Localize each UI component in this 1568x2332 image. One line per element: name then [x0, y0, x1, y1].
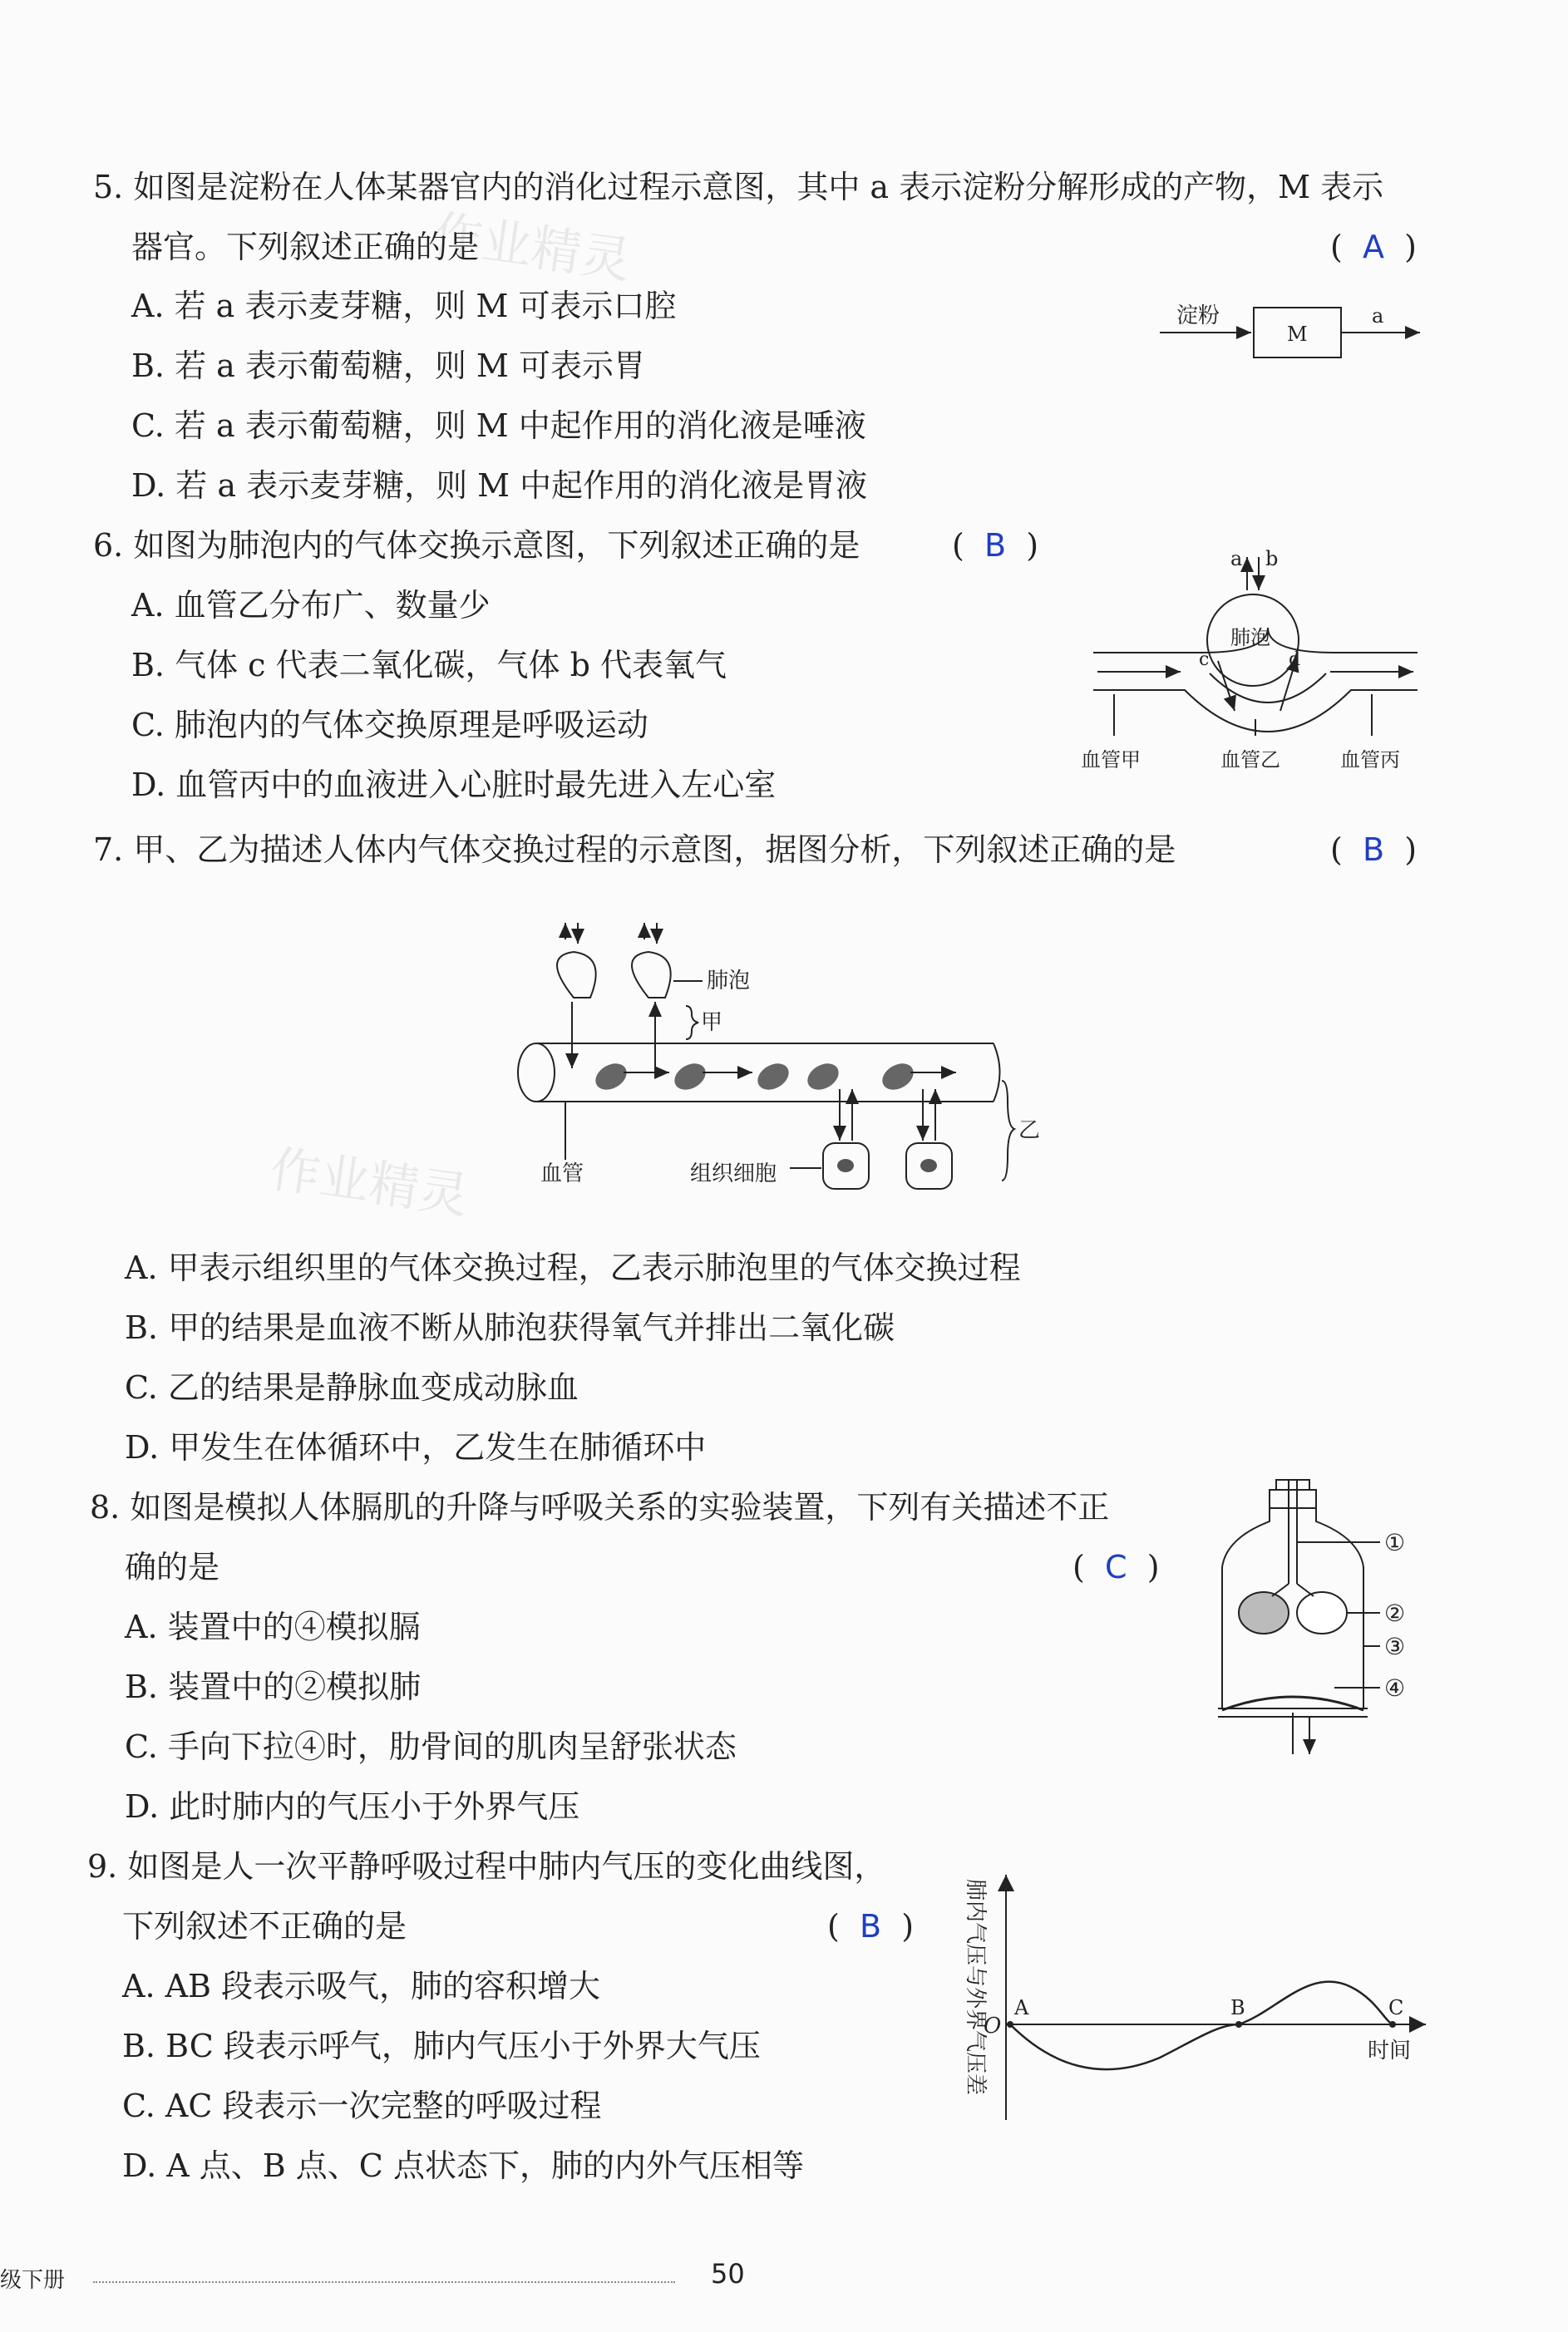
option: A. 装置中的④模拟膈 — [125, 1609, 421, 1645]
option: A. 甲表示组织里的气体交换过程，乙表示肺泡里的气体交换过程 — [125, 1250, 1021, 1286]
option: B. BC 段表示呼气，肺内气压小于外界大气压 — [122, 2028, 761, 2064]
answer-q8: C — [1104, 1549, 1127, 1585]
answer-q5: A — [1362, 229, 1384, 265]
answer-q6: B — [984, 527, 1007, 564]
question-8-stem: 8. 如图是模拟人体膈肌的升降与呼吸关系的实验装置，下列有关描述不正 — [90, 1489, 1110, 1526]
answer-bracket: ( B ) — [827, 1908, 915, 1945]
label-d: d — [1289, 649, 1301, 670]
vessel-label: 血管 — [540, 1161, 584, 1186]
jia-label: 甲 — [701, 1010, 723, 1035]
answer-q7: B — [1362, 831, 1385, 868]
starch-label: 淀粉 — [1176, 303, 1220, 328]
point-b-label: B — [1230, 1996, 1245, 2019]
y-axis-label: 肺内气压与外界气压差 — [963, 1879, 988, 2096]
alveolus-exchange-diagram — [1081, 540, 1430, 781]
option: A. 血管乙分布广、数量少 — [131, 587, 491, 624]
option: A. 若 a 表示麦芽糖，则 M 可表示口腔 — [131, 288, 677, 324]
organ-m-label: M — [1287, 323, 1308, 346]
pressure-curve-chart — [944, 1866, 1434, 2132]
diaphragm-model-diagram — [1210, 1476, 1426, 1767]
point-c-label: C — [1388, 1996, 1404, 2019]
label-3: ③ — [1384, 1633, 1406, 1660]
label-4: ④ — [1384, 1674, 1406, 1702]
tissue-cell-label: 组织细胞 — [690, 1161, 777, 1186]
yi-label: 乙 — [1018, 1118, 1041, 1143]
question-5-stem-cont: 器官。下列叙述正确的是 — [131, 229, 480, 265]
vessel-yi-label: 血管乙 — [1220, 748, 1280, 772]
question-5-stem: 5. 如图是淀粉在人体某器官内的消化过程示意图，其中 a 表示淀粉分解形成的产物，M 表示 — [93, 169, 1384, 205]
page-number: 50 — [711, 2258, 745, 2290]
option: B. 甲的结果是血液不断从肺泡获得氧气并排出二氧化碳 — [125, 1309, 895, 1346]
vessel-bing-label: 血管丙 — [1340, 748, 1400, 772]
option: B. 装置中的②模拟肺 — [125, 1669, 422, 1705]
alveolus-label: 肺泡 — [1230, 626, 1270, 649]
label-c: c — [1199, 649, 1210, 670]
option: D. 血管丙中的血液进入心脏时最先进入左心室 — [131, 767, 777, 803]
question-8-stem-cont: 确的是 — [125, 1549, 220, 1585]
option: B. 若 a 表示葡萄糖，则 M 可表示胃 — [131, 348, 645, 384]
question-9-stem: 9. 如图是人一次平静呼吸过程中肺内气压的变化曲线图， — [87, 1848, 886, 1885]
question-9-stem-cont: 下列叙述不正确的是 — [122, 1908, 407, 1945]
answer-bracket: ( B ) — [1330, 831, 1418, 868]
answer-bracket: ( A ) — [1330, 229, 1417, 265]
footer-divider — [93, 2281, 675, 2283]
product-a-label: a — [1372, 304, 1384, 328]
option: C. 肺泡内的气体交换原理是呼吸运动 — [131, 707, 648, 743]
option: C. AC 段表示一次完整的呼吸过程 — [122, 2088, 602, 2124]
option: D. 甲发生在体循环中，乙发生在肺循环中 — [125, 1429, 707, 1466]
answer-q9: B — [859, 1908, 882, 1945]
gas-exchange-diagram — [507, 923, 1056, 1205]
answer-bracket: ( B ) — [952, 527, 1039, 564]
question-6-stem: 6. 如图为肺泡内的气体交换示意图，下列叙述正确的是 — [93, 527, 860, 564]
option: C. 手向下拉④时，肋骨间的肌肉呈舒张状态 — [125, 1728, 737, 1765]
point-a-label: A — [1014, 1996, 1029, 2019]
x-axis-label: 时间 — [1368, 2039, 1412, 2063]
book-label: 级下册 — [0, 2268, 66, 2293]
digestion-diagram — [1156, 295, 1430, 370]
option: C. 若 a 表示葡萄糖，则 M 中起作用的消化液是唾液 — [131, 407, 866, 444]
option: D. 此时肺内的气压小于外界气压 — [125, 1788, 580, 1825]
option: D. A 点、B 点、C 点状态下，肺的内外气压相等 — [122, 2147, 804, 2184]
label-b: b — [1265, 547, 1279, 570]
answer-bracket: ( C ) — [1072, 1549, 1160, 1585]
option: C. 乙的结果是静脉血变成动脉血 — [125, 1369, 579, 1406]
option: D. 若 a 表示麦芽糖，则 M 中起作用的消化液是胃液 — [131, 467, 868, 504]
vessel-jia-label: 血管甲 — [1081, 748, 1141, 772]
label-2: ② — [1384, 1600, 1406, 1627]
question-7-stem: 7. 甲、乙为描述人体内气体交换过程的示意图，据图分析，下列叙述正确的是 — [93, 831, 1176, 868]
alveolus-label: 肺泡 — [707, 969, 751, 993]
label-1: ① — [1384, 1529, 1406, 1556]
origin-label: O — [984, 2014, 1002, 2039]
option: A. AB 段表示吸气，肺的容积增大 — [122, 1968, 601, 2004]
option: B. 气体 c 代表二氧化碳，气体 b 代表氧气 — [131, 647, 727, 683]
watermark: 作业精灵 — [266, 1140, 473, 1226]
watermark: 作业精灵 — [428, 205, 635, 291]
label-a: a — [1230, 547, 1243, 570]
